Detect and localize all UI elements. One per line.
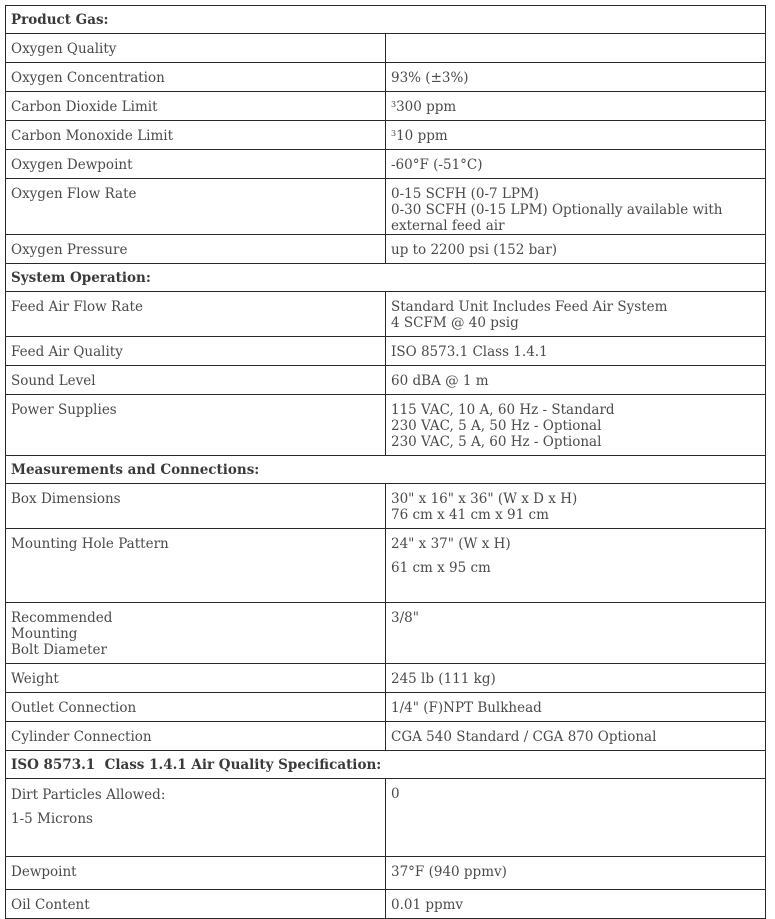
value-text: 10 ppm (396, 128, 448, 144)
table-row (6, 857, 766, 890)
label-line: Recommended (11, 610, 113, 626)
table-row (6, 150, 766, 179)
section-heading-system-operation: System Operation: (6, 264, 766, 292)
row-label-bolt-diameter (6, 603, 386, 664)
row-value-oxygen-quality (386, 34, 766, 63)
value-line: 24" x 37" (W x H) (391, 536, 511, 552)
value-line: 76 cm x 41 cm x 91 cm (391, 507, 549, 523)
value-line: 115 VAC, 10 A, 60 Hz - Standard (391, 402, 615, 418)
table-row (6, 395, 766, 456)
value-line: 230 VAC, 5 A, 50 Hz - Optional (391, 418, 602, 434)
section-header-row (6, 456, 766, 484)
table-row (6, 235, 766, 264)
value-line: 230 VAC, 5 A, 60 Hz - Optional (391, 434, 602, 450)
row-value-power-supplies (386, 395, 766, 456)
value-line: 30" x 16" x 36" (W x D x H) (391, 491, 578, 507)
label-line: Mounting (11, 626, 78, 642)
table-row (6, 779, 766, 857)
section-heading-product-gas: Product Gas: (6, 6, 766, 34)
superscript-note: 3 (391, 129, 397, 138)
section-header-row (6, 6, 766, 34)
value-line: 0-15 SCFH (0-7 LPM) (391, 186, 540, 202)
table-row (6, 92, 766, 121)
section-header-row (6, 751, 766, 779)
row-value-dewpoint: 37°F (940 ppmv) (386, 857, 766, 890)
table-row (6, 121, 766, 150)
table-row (6, 529, 766, 603)
value-line: 4 SCFM @ 40 psig (391, 315, 519, 331)
row-value-mounting-hole-pattern (386, 529, 766, 603)
table-row (6, 484, 766, 529)
value-line: 0-30 SCFH (0-15 LPM) Optionally available with external feed air (391, 202, 723, 234)
row-label-mounting-hole-pattern: Mounting Hole Pattern (6, 529, 386, 603)
row-label-sound-level: Sound Level (6, 366, 386, 395)
row-value-carbon-monoxide-limit (386, 121, 766, 150)
table-row (6, 337, 766, 366)
table-row (6, 179, 766, 235)
spec-table (5, 5, 766, 919)
row-label-oxygen-concentration: Oxygen Concentration (6, 63, 386, 92)
row-value-box-dimensions (386, 484, 766, 529)
row-value-sound-level: 60 dBA @ 1 m (386, 366, 766, 395)
table-row (6, 693, 766, 722)
row-label-oxygen-quality: Oxygen Quality (6, 34, 386, 63)
row-label-oxygen-dewpoint: Oxygen Dewpoint (6, 150, 386, 179)
row-value-carbon-dioxide-limit (386, 92, 766, 121)
table-row (6, 664, 766, 693)
row-label-feed-air-quality: Feed Air Quality (6, 337, 386, 366)
section-header-row (6, 264, 766, 292)
row-value-feed-air-flow-rate (386, 292, 766, 337)
row-value-feed-air-quality: ISO 8573.1 Class 1.4.1 (386, 337, 766, 366)
table-row (6, 34, 766, 63)
row-label-oil-content: Oil Content (6, 890, 386, 919)
row-label-box-dimensions: Box Dimensions (6, 484, 386, 529)
value-line: 61 cm x 95 cm (391, 560, 491, 576)
row-value-oil-content: 0.01 ppmv (386, 890, 766, 919)
table-row (6, 603, 766, 664)
row-value-bolt-diameter: 3/8" (386, 603, 766, 664)
table-row (6, 890, 766, 919)
row-label-outlet-connection: Outlet Connection (6, 693, 386, 722)
row-label-weight: Weight (6, 664, 386, 693)
row-label-dirt-particles (6, 779, 386, 857)
label-line: 1-5 Microns (11, 811, 93, 827)
superscript-note: 3 (391, 100, 397, 109)
table-row (6, 63, 766, 92)
row-label-power-supplies: Power Supplies (6, 395, 386, 456)
row-label-feed-air-flow-rate: Feed Air Flow Rate (6, 292, 386, 337)
row-label-carbon-monoxide-limit: Carbon Monoxide Limit (6, 121, 386, 150)
row-value-weight: 245 lb (111 kg) (386, 664, 766, 693)
row-value-oxygen-flow-rate (386, 179, 766, 235)
row-label-cylinder-connection: Cylinder Connection (6, 722, 386, 751)
label-line: Bolt Diameter (11, 642, 107, 658)
table-row (6, 366, 766, 395)
row-value-dirt-particles: 0 (386, 779, 766, 857)
row-value-oxygen-concentration: 93% (±3%) (386, 63, 766, 92)
section-heading-iso-spec: ISO 8573.1 Class 1.4.1 Air Quality Specification: (6, 751, 766, 779)
row-value-cylinder-connection: CGA 540 Standard / CGA 870 Optional (386, 722, 766, 751)
row-label-dewpoint: Dewpoint (6, 857, 386, 890)
row-label-oxygen-flow-rate: Oxygen Flow Rate (6, 179, 386, 235)
row-label-carbon-dioxide-limit: Carbon Dioxide Limit (6, 92, 386, 121)
label-line: Dirt Particles Allowed: (11, 787, 166, 803)
row-label-oxygen-pressure: Oxygen Pressure (6, 235, 386, 264)
table-row (6, 292, 766, 337)
value-line: Standard Unit Includes Feed Air System (391, 299, 668, 315)
row-value-oxygen-dewpoint: -60°F (-51°C) (386, 150, 766, 179)
section-heading-measurements: Measurements and Connections: (6, 456, 766, 484)
row-value-outlet-connection: 1/4" (F)NPT Bulkhead (386, 693, 766, 722)
row-value-oxygen-pressure: up to 2200 psi (152 bar) (386, 235, 766, 264)
table-row (6, 722, 766, 751)
value-text: 300 ppm (396, 99, 457, 115)
